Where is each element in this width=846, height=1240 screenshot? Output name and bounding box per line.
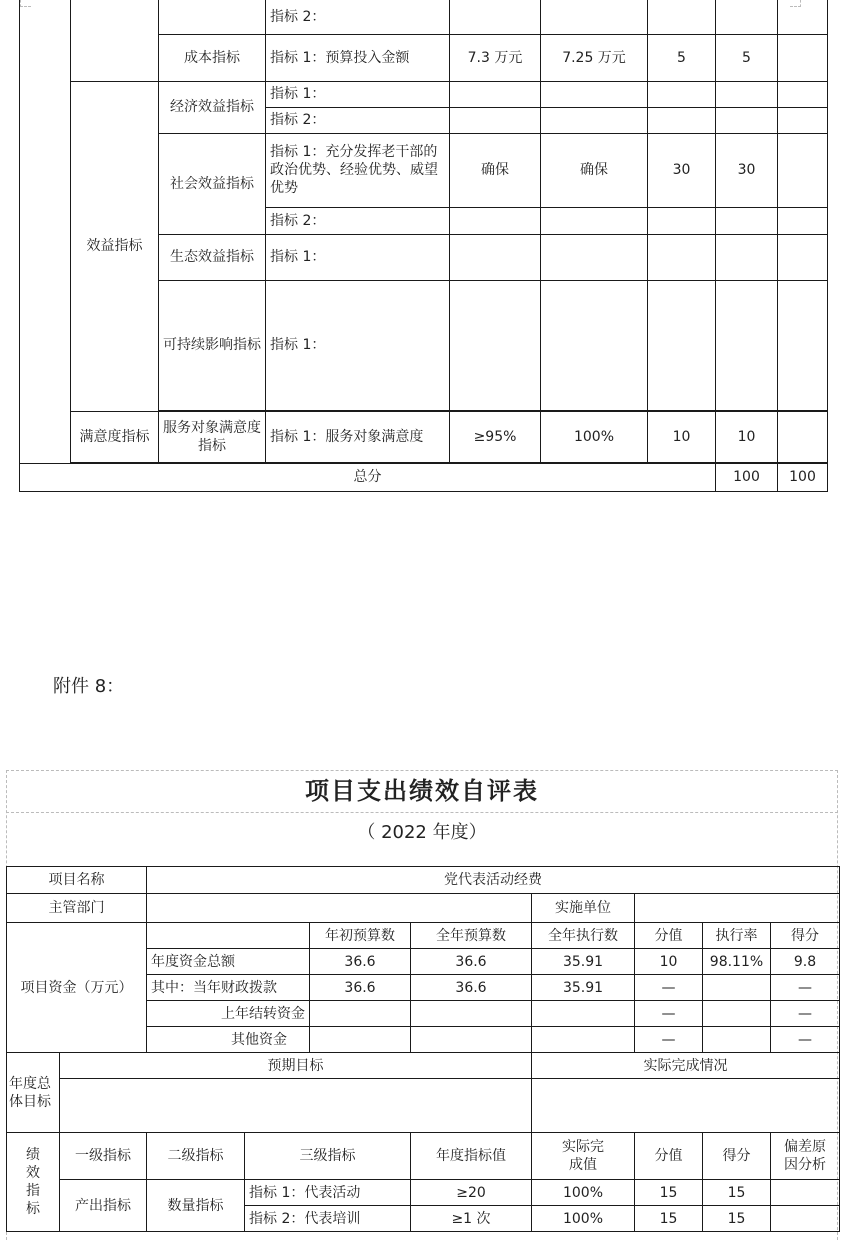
social-score-value: 30: [648, 133, 716, 207]
col-target: 年度指标值: [411, 1133, 532, 1180]
indicator-2-actual: 100%: [532, 1206, 635, 1232]
total-initial: 36.6: [310, 949, 411, 975]
total-annual: 36.6: [411, 949, 532, 975]
satisfaction-actual: 100%: [541, 411, 648, 462]
cost-l2: 成本指标: [159, 34, 266, 81]
sustain-indicator-1: 指标 1：: [266, 280, 450, 410]
col-score-2: 得分: [703, 1133, 771, 1180]
econ-indicator-2: 指标 2：: [266, 107, 450, 133]
project-name-label: 项目名称: [7, 867, 147, 894]
indicator-2-score-value: 15: [635, 1206, 703, 1232]
eco-indicator-1: 指标 1：: [266, 234, 450, 280]
quantity-l2: 数量指标: [147, 1180, 245, 1232]
actual-value: [532, 1079, 840, 1133]
performance-table-continued: [19, 0, 828, 492]
fiscal-label: 其中：当年财政拨款: [147, 975, 310, 1001]
fiscal-score-dash: —: [635, 975, 703, 1001]
self-evaluation-table: [6, 866, 840, 1232]
indicator-2-target: ≥1 次: [411, 1206, 532, 1232]
actual-label: 实际完成情况: [532, 1053, 840, 1079]
output-level1-cell: [71, 0, 159, 81]
carry-dash: —: [635, 1001, 703, 1027]
form-year: （ 2022 年度）: [357, 822, 487, 843]
social-l2: 社会效益指标: [159, 133, 266, 234]
perf-label: 绩效指标: [7, 1133, 60, 1232]
cost-score: 5: [716, 34, 778, 81]
carry-dash-2: —: [771, 1001, 840, 1027]
indicator-2: 指标 2：代表培训: [245, 1206, 411, 1232]
eco-l2: 生态效益指标: [159, 234, 266, 280]
social-target: 确保: [450, 133, 541, 207]
econ-indicator-1: 指标 1：: [266, 81, 450, 107]
indicator-1-score-value: 15: [635, 1180, 703, 1206]
l2-blank: [159, 0, 266, 34]
fiscal-exec: 35.91: [532, 975, 635, 1001]
satisfaction-l1: 满意度指标: [71, 411, 159, 462]
col-score-value-2: 分值: [635, 1133, 703, 1180]
social-indicator-1: 指标 1：充分发挥老干部的政治优势、经验优势、威望优势: [266, 133, 450, 207]
col-score: 得分: [771, 923, 840, 949]
social-actual: 确保: [541, 133, 648, 207]
col-rate: 执行率: [703, 923, 771, 949]
indicator-1-actual: 100%: [532, 1180, 635, 1206]
col-exec: 全年执行数: [532, 923, 635, 949]
social-score: 30: [716, 133, 778, 207]
total-score: 100: [778, 463, 828, 491]
total-rate: 98.11%: [703, 949, 771, 975]
other-label: 其他资金: [147, 1027, 310, 1053]
total-exec: 35.91: [532, 949, 635, 975]
satisfaction-score: 10: [716, 411, 778, 462]
other-dash: —: [635, 1027, 703, 1053]
project-name: 党代表活动经费: [147, 867, 840, 894]
impl-unit-value: [635, 894, 840, 923]
cost-actual: 7.25 万元: [541, 34, 648, 81]
expected-label: 预期目标: [60, 1053, 532, 1079]
carry-label: 上年结转资金: [147, 1001, 310, 1027]
cost-indicator: 指标 1：预算投入金额: [266, 34, 450, 81]
left-margin-cell: [20, 0, 71, 463]
col-score-value: 分值: [635, 923, 703, 949]
indicator-cell: 指标 2：: [266, 0, 450, 34]
total-funds-label: 年度资金总额: [147, 949, 310, 975]
col-initial: 年初预算数: [310, 923, 411, 949]
benefit-level1: 效益指标: [71, 81, 159, 411]
satisfaction-target: ≥95%: [450, 411, 541, 462]
indicator-1-score: 15: [703, 1180, 771, 1206]
total-score-value: 10: [635, 949, 703, 975]
output-l1: 产出指标: [60, 1180, 147, 1232]
satisfaction-score-value: 10: [648, 411, 716, 462]
indicator-1-target: ≥20: [411, 1180, 532, 1206]
col-annual: 全年预算数: [411, 923, 532, 949]
attachment-label: 附件 8：: [53, 676, 125, 697]
total-value: 100: [716, 463, 778, 491]
dept-label: 主管部门: [7, 894, 147, 923]
indicator-2-score: 15: [703, 1206, 771, 1232]
fiscal-annual: 36.6: [411, 975, 532, 1001]
impl-unit-label: 实施单位: [532, 894, 635, 923]
social-indicator-2: 指标 2：: [266, 207, 450, 234]
fiscal-score-dash-2: —: [771, 975, 840, 1001]
other-dash-2: —: [771, 1027, 840, 1053]
cost-target: 7.3 万元: [450, 34, 541, 81]
col-deviation: 偏差原因分析: [771, 1133, 840, 1180]
form-title: 项目支出绩效自评表: [6, 770, 838, 813]
cost-score-value: 5: [648, 34, 716, 81]
dept-value: [147, 894, 532, 923]
col-actual: 实际完成值: [532, 1133, 635, 1180]
goal-label: 年度总体目标: [7, 1053, 60, 1133]
total-score: 9.8: [771, 949, 840, 975]
total-label: 总分: [20, 463, 716, 491]
col-l1: 一级指标: [60, 1133, 147, 1180]
expected-value: [60, 1079, 532, 1133]
col-l2: 二级指标: [147, 1133, 245, 1180]
fiscal-initial: 36.6: [310, 975, 411, 1001]
indicator-1: 指标 1：代表活动: [245, 1180, 411, 1206]
satisfaction-l2: 服务对象满意度指标: [159, 411, 266, 462]
funds-label: 项目资金（万元）: [7, 923, 147, 1053]
sustain-l2: 可持续影响指标: [159, 280, 266, 410]
satisfaction-indicator: 指标 1：服务对象满意度: [266, 411, 450, 462]
econ-l2: 经济效益指标: [159, 81, 266, 133]
col-l3: 三级指标: [245, 1133, 411, 1180]
